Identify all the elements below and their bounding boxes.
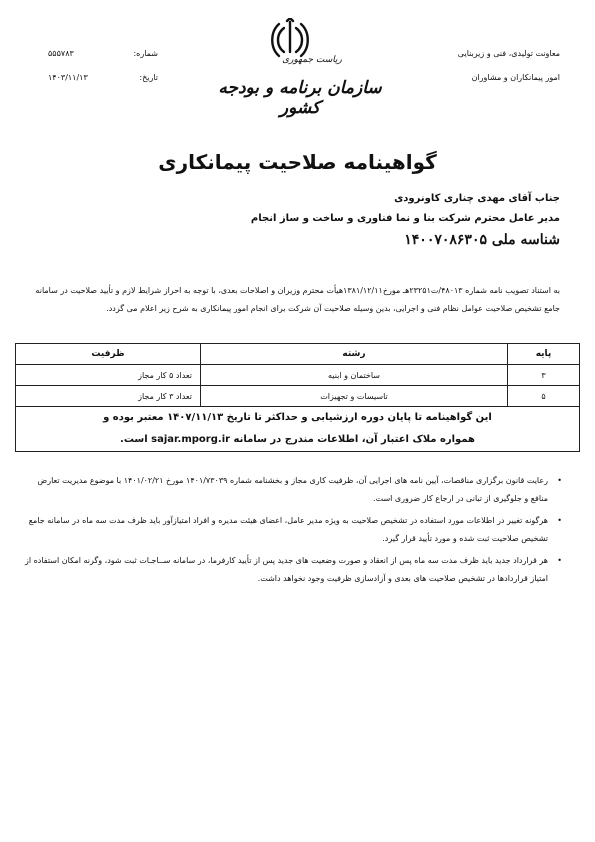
number-value: ۵۵۵۷۸۳ <box>48 49 74 58</box>
note-text: هرگونه تغییر در اطلاعات مورد استفاده در تشخیص صلاحیت به ویژه مدیر عامل، اعضای هیئت مدیره و افراد امتیازآور باید ظرف مدت سه ماه در سامانه جامع تشخیص صلاحیت ثبت شده و مورد تأیید قرار گیرد. <box>28 516 548 543</box>
header-field: رشته <box>201 344 508 365</box>
row-capacity: تعداد ۳ کار مجاز <box>16 386 201 407</box>
recipient-position: مدیر عامل محترم شرکت بنا و نما فناوری و ساخت و ساز انجام <box>250 213 560 224</box>
department-block <box>458 42 560 90</box>
department-line-1: معاونت تولیدی، فنی و زیربنایی <box>457 49 560 58</box>
row-rank: ۵ <box>508 386 580 407</box>
date-label: تاریخ: <box>139 73 158 82</box>
recipient-name: جناب آقای مهدی چناری کاونرودی <box>394 193 560 204</box>
number-label: شماره: <box>133 49 158 58</box>
table-header-row <box>16 344 580 365</box>
validity-line-1: این گواهینامه تا پایان دوره ارزشیابی و حداکثر تا تاریخ ۱۴۰۷/۱۱/۱۳ معتبر بوده و <box>103 412 492 423</box>
bullet-icon: • <box>557 476 562 485</box>
list-item <box>22 512 562 548</box>
note-text: هر قرارداد جدید باید ظرف مدت سه ماه پس از انعقاد و صورت وضعیت های جدید پس از تأیید کارفرما، در سامانه ســاجـات ثبت شود، وگرنه امکان استفاده از امتیاز قراردادها در تشخیص صلاحیت های بعدی و آزادسازی ظرفیت وجود نخواهد داشت. <box>24 556 548 583</box>
validity-row <box>16 407 580 452</box>
page-title: گواهینامه صلاحیت پیمانکاری <box>158 150 437 174</box>
reference-block <box>48 42 158 90</box>
note-text: رعایت قانون برگزاری مناقصات، آیین نامه های اجرایی آن، ظرفیت کاری مجاز و بخشنامه شماره ۱۴۰۱/۷۳۰۳۹ مورخ ۱۴۰۱/۰۲/۲۱ با موضوع مدیریت تعارض منافع و جلوگیری از تبانی در ارجاع کار ضروری است. <box>37 476 548 503</box>
national-id: شناسه ملی ۱۴۰۰۷۰۸۶۳۰۵ <box>404 232 560 248</box>
validity-line-2: همواره ملاک اعتبار آن، اطلاعات مندرج در سامانه sajar.mporg.ir است. <box>120 434 475 445</box>
row-field: ساختمان و ابنیه <box>201 365 508 386</box>
list-item <box>22 472 562 508</box>
table-row <box>16 386 580 407</box>
list-item <box>22 552 562 588</box>
intro-paragraph: به استناد تصویب نامه شماره ۴۸۰۱۳/ت۲۳۲۵۱هـ مورخ۱۳۸۱/۱۲/۱۱هیأت محترم وزیران و اصلاحات بعدی، با توجه به احراز شرایط لازم و تأیید صلاحیت در سامانه جامع تشخیص صلاحیت عوامل نظام فنی و اجرایی، بدین وسیله صلاحیت آن شرکت برای انجام امور پیمانکاری به شرح زیر اعلام می گردد. <box>35 286 560 313</box>
header-rank: پایه <box>508 344 580 365</box>
table-row <box>16 365 580 386</box>
header-capacity: ظرفیت <box>16 344 201 365</box>
bullet-icon: • <box>557 556 562 565</box>
department-line-2: امور پیمانکاران و مشاوران <box>471 73 560 82</box>
presidency-label: ریاست جمهوری <box>282 55 342 65</box>
date-value: ۱۴۰۳/۱۱/۱۳ <box>48 73 88 82</box>
row-field: تاسیسات و تجهیزات <box>201 386 508 407</box>
row-rank: ۳ <box>508 365 580 386</box>
bullet-icon: • <box>557 516 562 525</box>
notes-list <box>22 472 562 592</box>
organization-name: سازمان برنامه و بودجه کشور <box>218 78 382 118</box>
validity-statement <box>16 407 580 452</box>
row-capacity: تعداد ۵ کار مجاز <box>16 365 201 386</box>
qualification-table <box>15 343 580 452</box>
